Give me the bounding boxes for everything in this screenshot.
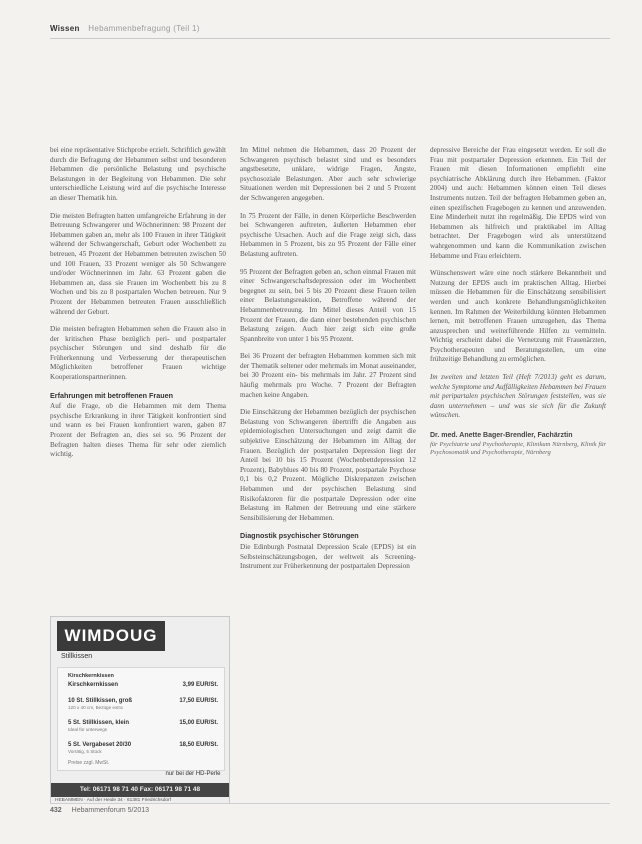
section-label: Wissen xyxy=(50,24,80,33)
paragraph: In 75 Prozent der Fälle, in denen Körperliche Beschwerden bei Schwangeren auftreten, äußerten Hebammen eher psychische Ursachen. Auch auf die Frage zeigt sich, dass Hebammen in 5 Prozent, bis zu 95 Prozent der Fälle einer Belastung auftreten. xyxy=(240,211,416,258)
teaser-paragraph: Im zweiten und letzten Teil (Heft 7/2013) geht es darum, welche Symptome und Auffälligkeiten Hebammen bei Frauen mit peripartalen psychischen Störungen feststellen, was sie dann unternehmen – und was sie sich für die Zukunft wünschen. xyxy=(430,373,606,420)
ad-row-name: 10 St. Stillkissen, groß xyxy=(68,698,133,704)
paragraph: bei eine repräsentative Stichprobe erzielt. Schriftlich gewählt durch die Befragung der Hebammen selbst und besonderen Hebammen die persönliche Belastung und psychische Belastungen in der Begleitung von Hebammen. Die sehr unterschiedliche Leistung wird auf die psychische Interesse an dieser Thematik hin. xyxy=(50,146,226,202)
ad-row-price: 17,50 EUR/St. xyxy=(179,698,218,704)
ad-row-price: 18,50 EUR/St. xyxy=(179,742,218,748)
paragraph: Die meisten befragten Hebammen sehen die Frauen also in der kritischen Phase bezüglich peri- und postpartaler psychischer Störungen und sind deshalb für die Früherkennung und Verbesserung der therapeutischen Möglichkeiten betroffener Frauen wichtige Kooperationspartnerinnen. xyxy=(50,325,226,382)
paragraph: Im Mittel nehmen die Hebammen, dass 20 Prozent der Schwangeren psychisch belastet sind und es besonders angstbesetzte, unklare, widrige Fragen, Ängste, psychosoziale Belastungen. Aber auch sehr schwierige Situationen werden mit Depressionen bei 2 und 5 Prozent der Schwangeren angegeben. xyxy=(240,146,416,202)
ad-logo: WIMDOUG xyxy=(57,621,165,651)
subheading: Diagnostik psychischer Störungen xyxy=(240,531,359,541)
journal-name: Hebammenforum 5/2013 xyxy=(71,807,150,814)
ad-price-row xyxy=(68,720,218,732)
column-1 xyxy=(50,146,226,468)
paragraph: Die Edinburgh Postnatal Depression Scale (EPDS) ist ein Selbsteinschätzungsbogen, der weltweit als Screening-Instrument zur Früherkennung der postpartalen Depression xyxy=(240,542,416,571)
paragraph: depressive Bereiche der Frau eingesetzt werden. Er soll die Frau mit postpartaler Depression erkennen. Ein Teil der Frauen mit diesen Informationen empfiehlt eine psychiatrische Abklärung durch ihre Hebammen. (Faktor 2004) und auch: Hebammen können einen Teil dieses Instruments nutzen. Teil der befragten Hebammen geben an, einen spezifischen Fragebogen zu kennen und anzuwenden. Eine Minderheit nutzt ihn regelmäßig. Die EPDS wird von Hebammen als hilfreich und praktikabel im Alltag betrachtet. Der Fragebogen wird als unterstützend wahrgenommen und kann die Kommunikation zwischen Hebamme und Frau erleichtern. xyxy=(430,146,606,260)
author-affiliation: für Psychiatrie und Psychotherapie, Klinikum Nürnberg, Klinik für Psychosomatik und Psychotherapie, Nürnberg xyxy=(430,440,606,457)
paragraph: Die Einschätzung der Hebammen bezüglich der psychischen Belastung von Schwangeren übertrifft die Angaben aus epidemiologischen Untersuchungen und zeigt damit die subjektive Einschätzung der Hebammen im Alltag der Frauen. Bezüglich der postpartalen Depression liegt der Anteil bei 10 bis 15 Prozent (Wochenbettdepression 12 Prozent), Babyblues 40 bis 80 Prozent, postpartale Psychose 0,1 bis 0,2 Prozent. Mögliche Diskrepanzen zwischen Hebammen und der psychischen Belastung sind Risikofaktoren für die postpartale Depression oder eine Belastung im Rahmen der Betreuung und eine stärkere Sensibilisierung der Hebammen. xyxy=(240,408,416,522)
ad-footer: HEBAMMEN · Auf der Heide 34 · 61381 Friedrichsdorf xyxy=(55,798,171,803)
paragraph: Wünschenswert wäre eine noch stärkere Bekanntheit und Nutzung der EPDS auch im praktischen Alltag. Hierbei müssen die Hebammen für die Einschätzung sensibilisiert werden und auch konkrete Behandlungsmöglichkeiten kennen. Im Rahmen der Weiterbildung könnten Hebammen lernen, mit betroffenen Frauen umzugehen, das Thema anzusprechen und weiterführende Hilfen zu vermitteln. Wichtig erscheint dabei die Vernetzung mit Frauenärzten, Psychotherapeuten und Beratungsstellen, um eine frühzeitige Behandlung zu ermöglichen. xyxy=(430,269,606,364)
ad-row-price: 15,00 EUR/St. xyxy=(179,720,218,726)
topic-label: Hebammenbefragung (Teil 1) xyxy=(88,24,200,33)
paragraph: 95 Prozent der Befragten geben an, schon einmal Frauen mit einer Schwangerschaftsdepression oder im Wochenbett begegnet zu sein, bei 5 bis 20 Prozent diese Frauen teilen einer Belastungsreaktion, Betroffene während der Hebammenbetreuung. Im Mittel dieses Anteil von 15 Prozent der Frauen, die dann einer bestehenden psychischen Belastung zeigen. Auch hier zeigt sich eine große Spannbreite von unter 1 bis 95 Prozent. xyxy=(240,267,416,343)
paragraph: Die meisten Befragten hatten umfangreiche Erfahrung in der Betreuung Schwangerer und Wöchnerinnen: 98 Prozent der Hebammen gaben an, mehr als 100 Frauen in ihrer Tätigkeit während der Schwangerschaft, Geburt oder Wochenbett zu betreuen, 45 Prozent der Hebammen betreuten zwischen 50 und 100 Frauen, 33 Prozent weniger als 50 Schwangere und/oder Wöchnerinnen im Jahr. 63 Prozent gaben die Hebammen an, dass sie Frauen im Wochenbett bis zu 8 Wochen und bis zu 8 postpartalen Wochen betreuen. Nur 9 Prozent der Hebammen betreuten Frauen ausschließlich während der Geburt. xyxy=(50,211,226,316)
ad-row-price: 3,99 EUR/St. xyxy=(182,682,218,688)
subheading: Erfahrungen mit betroffenen Frauen xyxy=(50,390,173,400)
ad-row-sub: 120 x 40 cm, Bezüge extra xyxy=(68,705,123,710)
ad-phone-bar: Tel: 06171 98 71 40 Fax: 06171 98 71 48 xyxy=(51,783,229,797)
ad-side-note: nur bei der HD-Perle xyxy=(165,771,221,777)
column-3 xyxy=(430,146,606,458)
ad-tagline: Stillkissen xyxy=(61,653,93,660)
ad-price-row xyxy=(68,698,218,710)
ad-row-name: 5 St. Vergabeset 20/30 xyxy=(68,742,132,748)
ad-price-list xyxy=(57,667,225,771)
footer-rule xyxy=(50,803,610,804)
ad-price-row xyxy=(68,742,218,754)
ad-row-sub: Vorrätig, 5 Stück xyxy=(68,749,102,754)
paragraph: Auf die Frage, ob die Hebammen mit dem Thema psychische Erkrankung in ihrer Tätigkeit konfrontiert sind und wann es bei Frauen konfrontiert waren, gaben 87 Prozent der Befragten an, dies sei so. 96 Prozent der Befragten halten dieses Thema für sehr oder ziemlich wichtig. xyxy=(50,402,226,459)
author-name: Dr. med. Anette Bager-Brendler, Fachärztin xyxy=(430,432,573,440)
column-2 xyxy=(240,146,416,580)
ad-row-name: Kirschkernkissen xyxy=(68,682,119,688)
ad-row-sub: Ideal für unterwegs xyxy=(68,727,108,732)
ad-extra-note: Preise zzgl. MwSt. xyxy=(68,760,110,766)
advertisement xyxy=(50,616,230,804)
ad-row-name: 5 St. Stillkissen, klein xyxy=(68,720,130,726)
ad-price-row xyxy=(68,682,218,688)
paragraph: Bei 36 Prozent der befragten Hebammen kommen sich mit der Thematik seltener oder mehrmals im Monat auseinander, bei 30 Prozent ein- bis mehrmals im Jahr. 27 Prozent sind häufig mehrmals pro Woche. 7 Prozent der Befragten machen keine Angaben. xyxy=(240,352,416,399)
page-footer xyxy=(50,807,610,821)
page-number: 432 xyxy=(50,807,62,814)
header-rule xyxy=(50,38,610,39)
ad-price-title: Kirschkernkissen xyxy=(68,673,114,679)
